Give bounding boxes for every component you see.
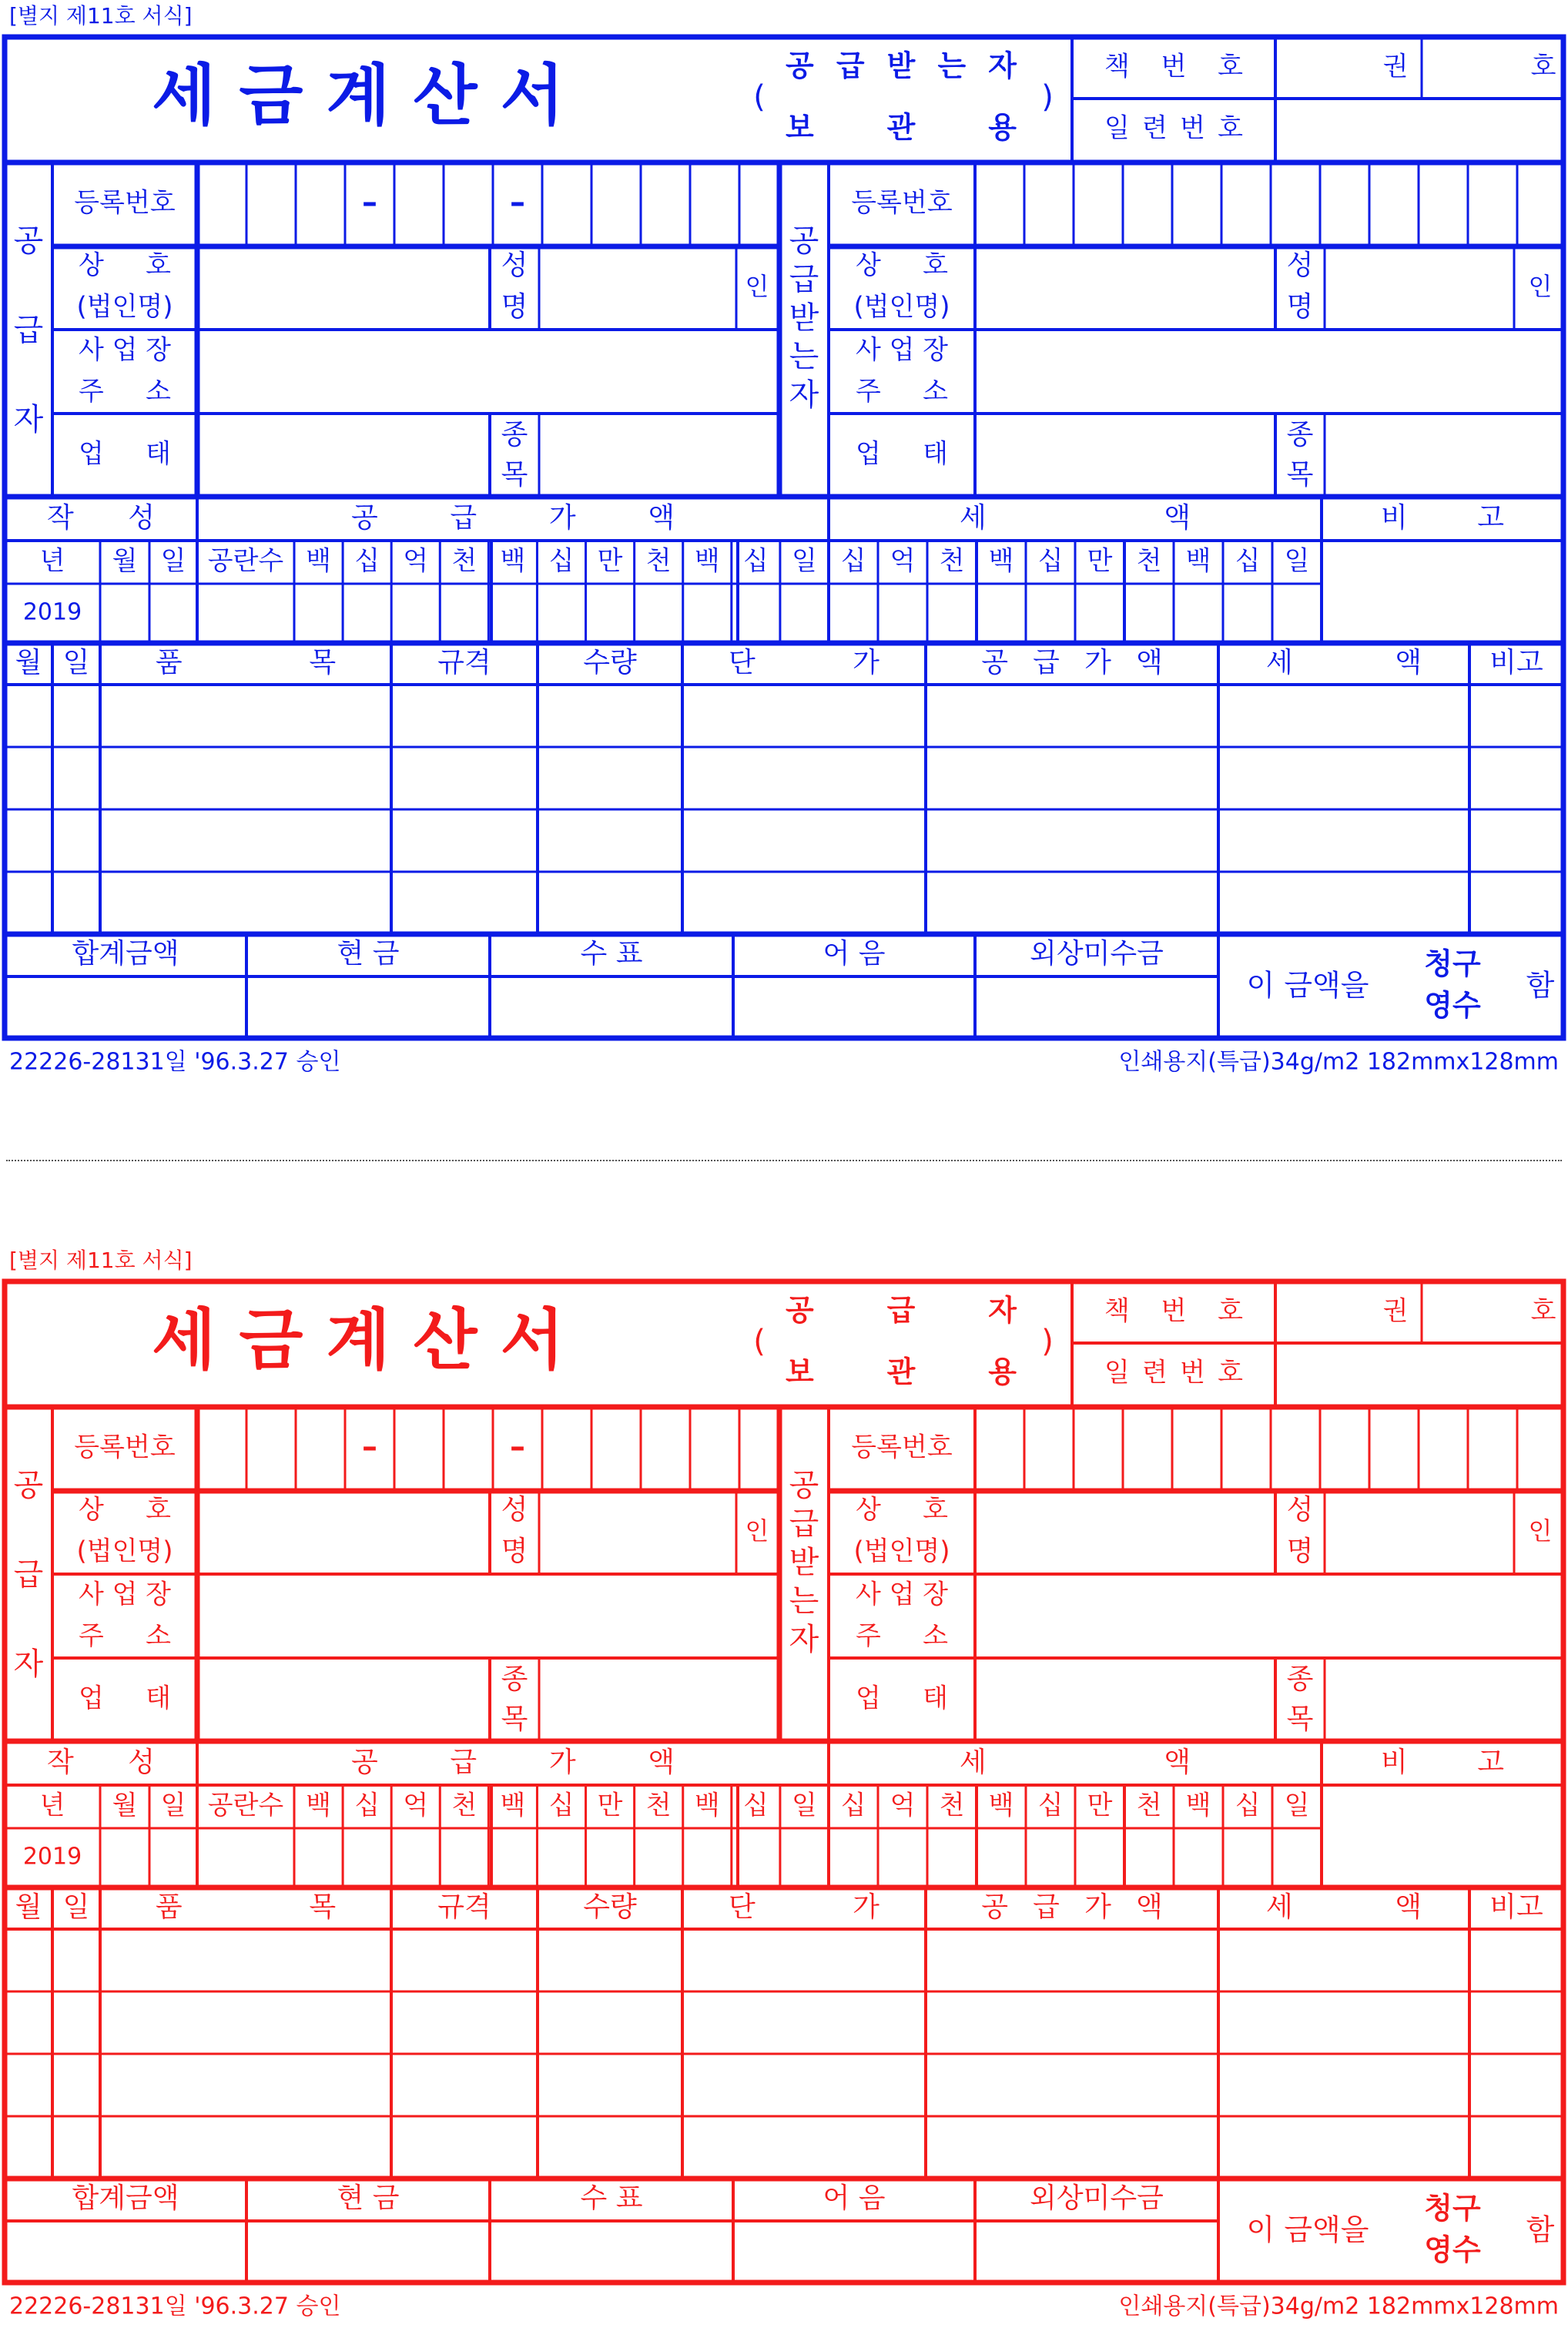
supply-digit-header: 백	[694, 1790, 720, 1821]
payment-method-header: 현 금	[337, 2182, 400, 2214]
tax-digit-header: 백	[988, 545, 1014, 577]
supply-digit-header: 십	[742, 545, 769, 577]
tax-digit-header: 일	[1284, 545, 1310, 577]
claim-text: 이 금액을	[1246, 968, 1369, 1003]
tax-digit-header: 만	[1087, 1790, 1113, 1821]
tax-digit-header: 천	[939, 1790, 965, 1821]
book-number-label: 책 번 호	[1104, 51, 1243, 82]
tax-digit-header: 십	[840, 1790, 866, 1821]
item-column-header: 수량	[583, 647, 637, 678]
number-label: 호	[1530, 1295, 1556, 1327]
supplier-address-label-2: 주 소	[79, 1620, 171, 1652]
tax-digit-header: 억	[890, 545, 916, 577]
tax-digit-header: 만	[1087, 545, 1113, 577]
supplier-side-label-char: 공	[13, 223, 44, 259]
receiver-side-label-char: 받	[789, 300, 819, 336]
supplier-side-label	[14, 1468, 44, 1682]
supply-digit-header: 백	[500, 1790, 526, 1821]
claim-end: 함	[1526, 968, 1555, 1003]
supplier-side-label-char: 자	[13, 1646, 44, 1682]
item-column-header: 세 액	[1265, 647, 1422, 678]
item-column-header: 일	[62, 1891, 90, 1923]
item-column-header: 품 목	[155, 647, 337, 678]
paren-open: (	[753, 79, 766, 115]
claim-text: 이 금액을	[1246, 2212, 1369, 2247]
claim-option-receipt: 영수	[1424, 2232, 1481, 2267]
supply-digit-header: 만	[597, 1790, 623, 1821]
supplier-item-label-2: 목	[501, 459, 528, 491]
payment-method-header: 어 음	[823, 2182, 886, 2214]
receiver-side-label-char: 공	[789, 1468, 819, 1503]
reg-dash-1: –	[362, 185, 377, 220]
supplier-name-label: 성	[501, 250, 528, 281]
supplier-company-label: 상 호	[79, 250, 171, 281]
receiver-company-label-2: (법인명)	[853, 1536, 950, 1567]
receiver-name-label-2: 명	[1286, 1536, 1314, 1567]
number-label: 호	[1530, 51, 1556, 82]
supply-digit-header: 억	[403, 1790, 429, 1821]
receiver-item-label-2: 목	[1286, 1703, 1314, 1735]
supplier-address-label: 사 업 장	[79, 334, 171, 366]
claim-option-request: 청구	[1424, 2191, 1481, 2226]
payment-method-header: 합계금액	[72, 938, 179, 970]
paper-spec-note: 인쇄용지(특급)34g/m2 182mmx128mm	[1118, 2293, 1559, 2320]
item-column-header: 수량	[583, 1891, 637, 1923]
tax-digit-header: 십	[1235, 1790, 1261, 1821]
form-number: [별지 제11호 서식]	[9, 3, 193, 28]
payment-method-header: 외상미수금	[1030, 2182, 1164, 2214]
supplier-name-label: 성	[501, 1494, 528, 1526]
item-column-header: 비고	[1489, 647, 1543, 678]
supplier-reg-label: 등록번호	[74, 1432, 176, 1463]
receiver-side-label	[789, 1468, 819, 1657]
invoice-title: 세금계산서	[152, 1301, 588, 1379]
receiver-side-label-char: 자	[789, 1622, 819, 1657]
tax-digit-header: 억	[890, 1790, 916, 1821]
supplier-item-label-2: 목	[501, 1703, 528, 1735]
written-date-label: 작 성	[47, 1747, 155, 1778]
supplier-name-label-2: 명	[501, 1536, 528, 1567]
claim-end: 함	[1526, 2212, 1555, 2247]
receiver-item-label: 종	[1286, 419, 1314, 451]
tax-digit-header: 십	[1235, 545, 1261, 577]
payment-method-header: 외상미수금	[1030, 938, 1164, 970]
tax-digit-header: 천	[1136, 1790, 1162, 1821]
item-column-header: 단 가	[729, 1891, 879, 1923]
supply-digit-header: 십	[742, 1790, 769, 1821]
receiver-side-label	[789, 223, 819, 413]
form-number: [별지 제11호 서식]	[9, 1248, 193, 1273]
receiver-item-label: 종	[1286, 1663, 1314, 1695]
serial-number-label: 일련번호	[1104, 112, 1243, 144]
receiver-side-label-char: 급	[789, 1506, 819, 1542]
receiver-side-label-char: 자	[789, 377, 819, 413]
remarks-label: 비 고	[1381, 502, 1504, 534]
supply-digit-header: 십	[548, 1790, 575, 1821]
invoice-form-svg	[0, 0, 1568, 1094]
receiver-reg-label: 등록번호	[851, 1432, 953, 1463]
year-value: 2019	[22, 1843, 82, 1871]
supplier-side-label-char: 자	[13, 402, 44, 437]
year-header: 년	[39, 1790, 65, 1821]
tax-digit-header: 십	[840, 545, 866, 577]
receiver-item-label-2: 목	[1286, 459, 1314, 491]
supply-digit-header: 일	[792, 1790, 817, 1821]
supply-digit-header: 십	[548, 545, 575, 577]
payment-method-header: 수 표	[580, 2182, 643, 2214]
supply-digit-header: 천	[451, 1790, 477, 1821]
item-column-header: 월	[15, 1891, 42, 1923]
receiver-address-label: 사 업 장	[856, 1579, 948, 1610]
supplier-address-label: 사 업 장	[79, 1579, 171, 1610]
copy-line-1: 공급받는자	[786, 49, 1017, 83]
receiver-business-type-label: 업 태	[856, 438, 948, 470]
copy-line-1: 공 급 자	[786, 1293, 1017, 1328]
invoice-form-svg	[0, 1244, 1568, 2338]
volume-label: 권	[1382, 1295, 1409, 1327]
frame	[5, 37, 1563, 1038]
supply-digit-header: 백	[694, 545, 720, 577]
receiver-address-label-2: 주 소	[856, 376, 948, 407]
supplier-company-label-2: (법인명)	[76, 1536, 173, 1567]
supplier-side-label-char: 공	[13, 1468, 44, 1503]
reg-dash-1: –	[362, 1429, 377, 1465]
item-column-header: 비고	[1489, 1891, 1543, 1923]
receiver-reg-label: 등록번호	[851, 187, 953, 219]
supply-digit-header: 백	[500, 545, 526, 577]
supplier-name-label-2: 명	[501, 291, 528, 323]
serial-number-label: 일련번호	[1104, 1357, 1243, 1388]
reg-dash-2: –	[510, 1429, 525, 1465]
receiver-company-label: 상 호	[856, 250, 948, 281]
item-column-header: 세 액	[1265, 1891, 1422, 1923]
volume-label: 권	[1382, 51, 1409, 82]
receiver-side-label-char: 는	[789, 1583, 819, 1619]
approval-note: 22226-28131일 '96.3.27 승인	[9, 1048, 341, 1076]
supplier-company-label: 상 호	[79, 1494, 171, 1526]
paper-spec-note: 인쇄용지(특급)34g/m2 182mmx128mm	[1118, 1048, 1559, 1076]
receiver-side-label-char: 받	[789, 1545, 819, 1580]
supply-amount-label: 공 급 가 액	[351, 1747, 675, 1778]
supplier-company-label-2: (법인명)	[76, 291, 173, 323]
item-column-header: 공 급 가 액	[981, 1891, 1163, 1923]
item-column-header: 규격	[437, 1891, 491, 1923]
receiver-business-type-label: 업 태	[856, 1683, 948, 1714]
paren-open: (	[753, 1324, 766, 1359]
tax-digit-header: 십	[1037, 545, 1064, 577]
payment-method-header: 현 금	[337, 938, 400, 970]
approval-note: 22226-28131일 '96.3.27 승인	[9, 2293, 341, 2320]
item-column-header: 일	[62, 647, 90, 678]
year-value: 2019	[22, 598, 82, 626]
payment-method-header: 합계금액	[72, 2182, 179, 2214]
year-header: 년	[39, 545, 65, 577]
blank-count-header: 공란수	[207, 545, 284, 577]
receiver-side-label-char: 급	[789, 262, 819, 297]
receiver-address-label: 사 업 장	[856, 334, 948, 366]
item-column-header: 공 급 가 액	[981, 647, 1163, 678]
supplier-business-type-label: 업 태	[79, 438, 171, 470]
supplier-side-label-char: 급	[13, 1557, 44, 1593]
receiver-seal-mark: 인	[1528, 272, 1553, 301]
payment-method-header: 수 표	[580, 938, 643, 970]
supply-digit-header: 십	[354, 1790, 380, 1821]
supply-digit-header: 십	[354, 545, 380, 577]
supply-digit-header: 일	[792, 545, 817, 577]
tax-invoice-receiver-copy	[0, 0, 1568, 1094]
receiver-company-label-2: (법인명)	[853, 291, 950, 323]
tax-invoice-supplier-copy	[0, 1244, 1568, 2338]
tax-digit-header: 백	[1185, 545, 1211, 577]
tax-digit-header: 천	[1136, 545, 1162, 577]
supplier-seal-mark: 인	[745, 1516, 769, 1546]
month-header: 월	[112, 1790, 138, 1821]
supply-digit-header: 백	[306, 1790, 331, 1821]
supply-digit-header: 천	[645, 1790, 672, 1821]
reg-dash-2: –	[510, 185, 525, 220]
tax-digit-header: 천	[939, 545, 965, 577]
remarks-label: 비 고	[1381, 1747, 1504, 1778]
invoice-title: 세금계산서	[152, 57, 588, 135]
blank-count-header: 공란수	[207, 1790, 284, 1821]
paren-close: )	[1041, 79, 1054, 115]
supply-digit-header: 백	[306, 545, 331, 577]
copy-line-2: 보 관 용	[786, 1355, 1017, 1389]
book-number-label: 책 번 호	[1104, 1295, 1243, 1327]
tax-digit-header: 십	[1037, 1790, 1064, 1821]
written-date-label: 작 성	[47, 502, 155, 534]
claim-option-receipt: 영수	[1424, 988, 1481, 1023]
item-column-header: 품 목	[155, 1891, 337, 1923]
supplier-seal-mark: 인	[745, 272, 769, 301]
supplier-item-label: 종	[501, 419, 528, 451]
day-header: 일	[160, 1790, 186, 1821]
supply-digit-header: 만	[597, 545, 623, 577]
supplier-item-label: 종	[501, 1663, 528, 1695]
paren-close: )	[1041, 1324, 1054, 1359]
month-header: 월	[112, 545, 138, 577]
receiver-company-label: 상 호	[856, 1494, 948, 1526]
receiver-side-label-char: 는	[789, 339, 819, 374]
supply-digit-header: 천	[451, 545, 477, 577]
supply-amount-label: 공 급 가 액	[351, 502, 675, 534]
supplier-side-label	[14, 223, 44, 437]
supplier-side-label-char: 급	[13, 313, 44, 348]
receiver-name-label-2: 명	[1286, 291, 1314, 323]
payment-method-header: 어 음	[823, 938, 886, 970]
item-column-header: 단 가	[729, 647, 879, 678]
supply-digit-header: 천	[645, 545, 672, 577]
receiver-side-label-char: 공	[789, 223, 819, 259]
supplier-reg-label: 등록번호	[74, 187, 176, 219]
tax-digit-header: 백	[1185, 1790, 1211, 1821]
tax-amount-label: 세 액	[960, 502, 1191, 534]
receiver-address-label-2: 주 소	[856, 1620, 948, 1652]
item-column-header: 월	[15, 647, 42, 678]
receiver-name-label: 성	[1286, 1494, 1314, 1526]
supplier-business-type-label: 업 태	[79, 1683, 171, 1714]
receiver-name-label: 성	[1286, 250, 1314, 281]
day-header: 일	[160, 545, 186, 577]
tax-digit-header: 일	[1284, 1790, 1310, 1821]
receiver-seal-mark: 인	[1528, 1516, 1553, 1546]
cut-line	[6, 1160, 1562, 1161]
frame	[5, 1281, 1563, 2283]
item-column-header: 규격	[437, 647, 491, 678]
supplier-address-label-2: 주 소	[79, 376, 171, 407]
tax-amount-label: 세 액	[960, 1747, 1191, 1778]
supply-digit-header: 억	[403, 545, 429, 577]
tax-digit-header: 백	[988, 1790, 1014, 1821]
copy-line-2: 보 관 용	[786, 110, 1017, 145]
claim-option-request: 청구	[1424, 946, 1481, 981]
